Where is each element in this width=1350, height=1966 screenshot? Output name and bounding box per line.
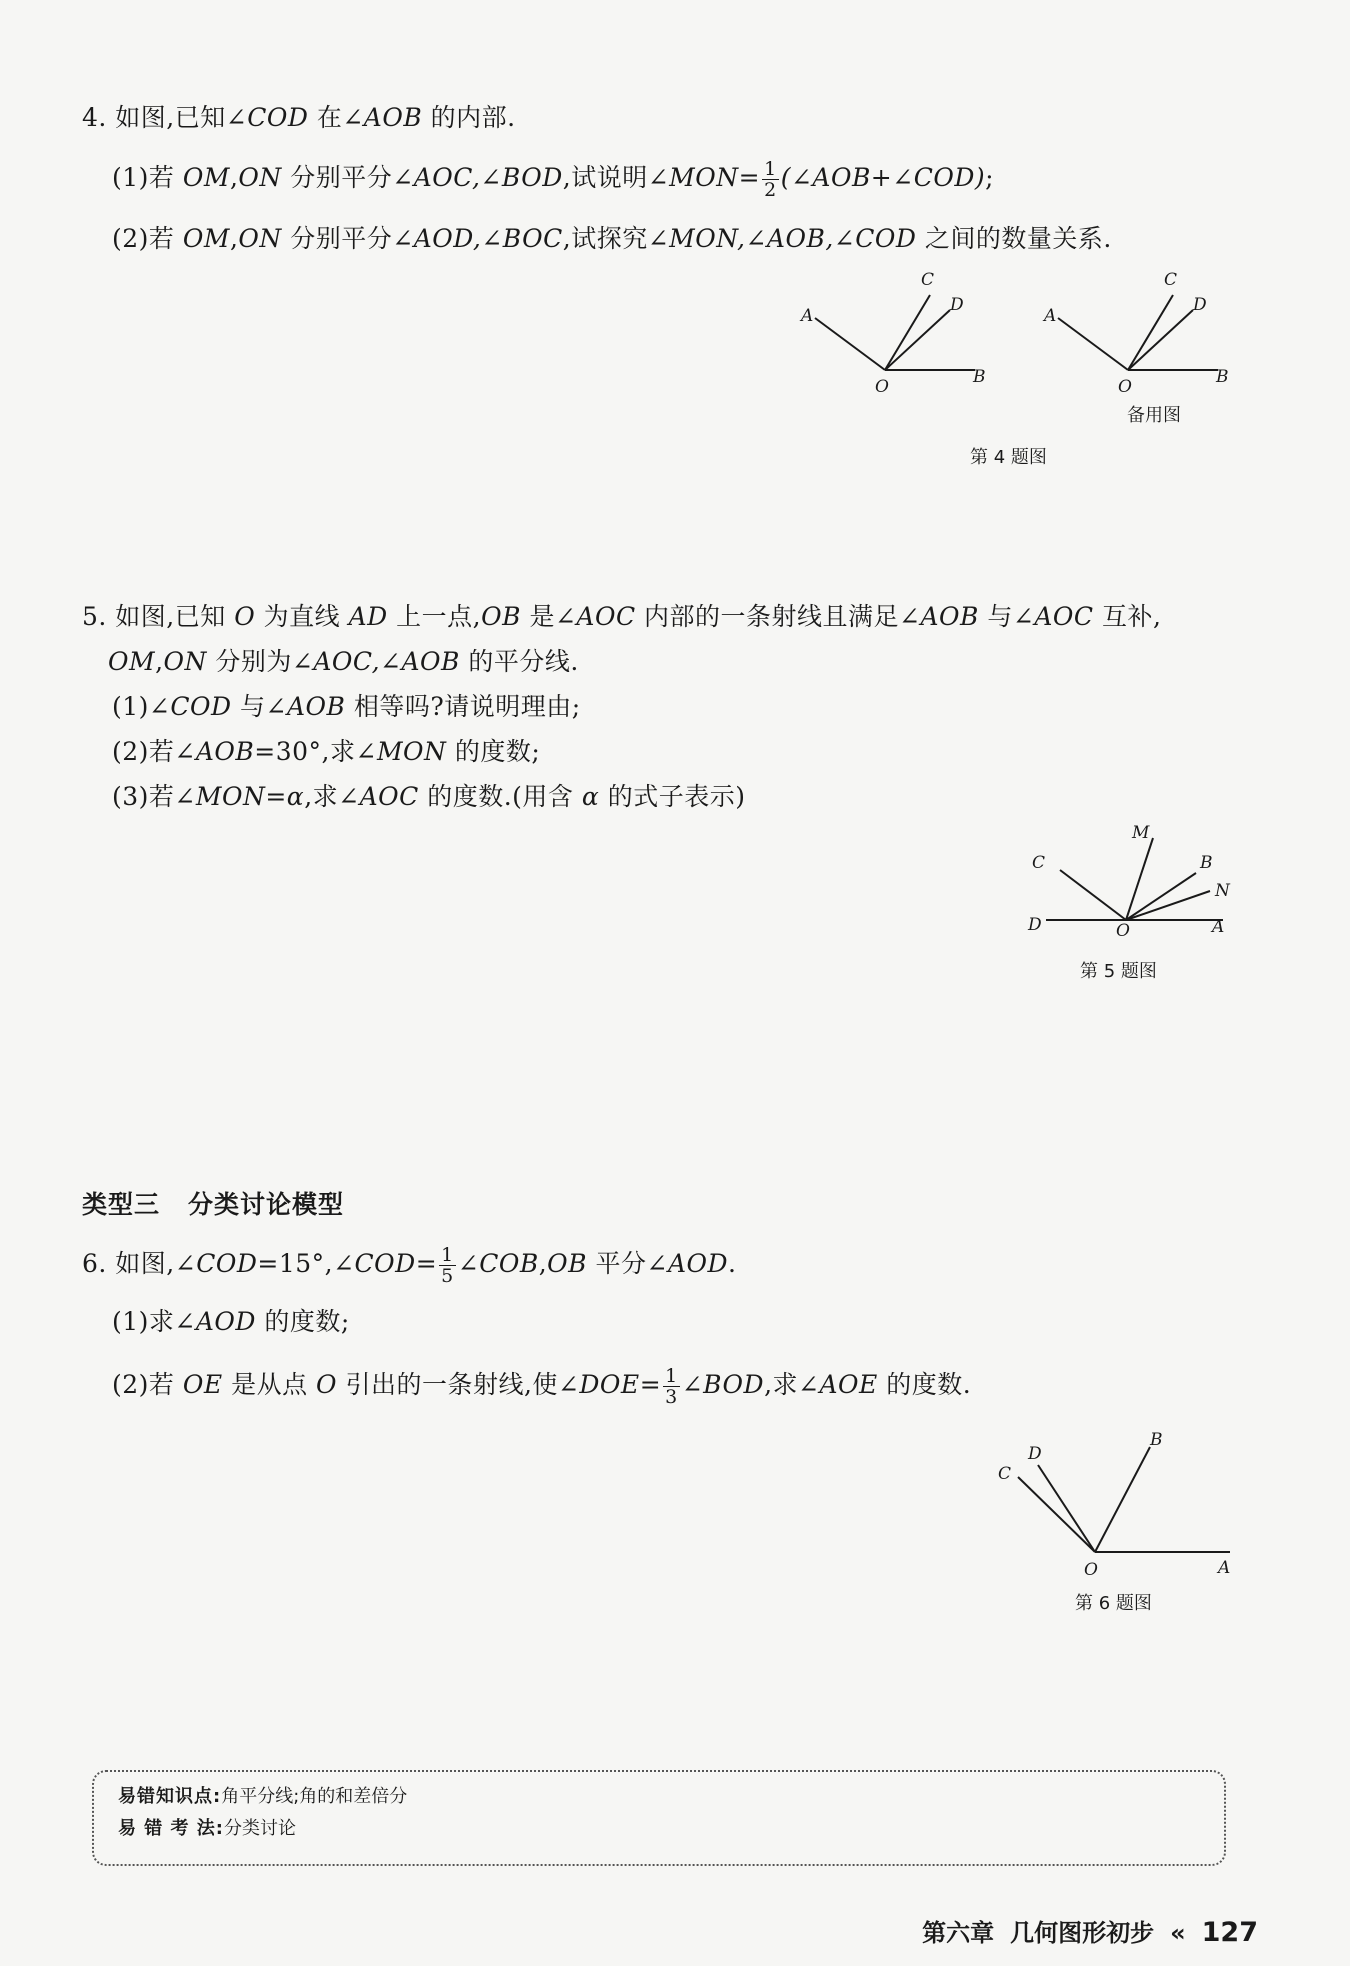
q5-om: OM — [108, 647, 156, 676]
q6-stem-text: . — [728, 1249, 737, 1278]
q5-stem-text: 与 — [978, 602, 1013, 631]
label-a: A — [1044, 306, 1057, 326]
q6-equals: = — [415, 1249, 438, 1278]
q6-stem-text: 6. 如图, — [82, 1249, 175, 1278]
q4-p2-on: ON — [238, 224, 282, 253]
label-d: D — [1028, 1444, 1042, 1464]
fraction-denominator: 3 — [665, 1386, 678, 1408]
q6-p2-angle-doe: ∠DOE — [557, 1370, 640, 1399]
note-tm-value: 分类讨论 — [224, 1818, 296, 1839]
q6-p1-text: (1)求 — [112, 1307, 175, 1336]
ray-od — [1128, 310, 1193, 370]
q4-spare-label: 备用图 — [1127, 405, 1181, 426]
q4-p1-text: 分别平分 — [281, 163, 393, 192]
label-b: B — [1216, 367, 1229, 387]
q5-p3-text: (3)若 — [112, 782, 175, 811]
q5-figure — [1018, 818, 1238, 943]
footer-chapter: 第六章 — [922, 1919, 995, 1947]
q4-p2-om: OM — [182, 224, 230, 253]
q5-point-o: O — [234, 602, 256, 631]
q5-stem-text: 的平分线. — [459, 647, 579, 676]
q4-stem-text: 的内部. — [422, 103, 516, 132]
ray-ob — [1095, 1447, 1150, 1552]
q4-figure-svg — [795, 265, 995, 400]
q5-stem-text: 上一点, — [387, 602, 482, 631]
q6-caption: 第 6 题图 — [1075, 1593, 1152, 1614]
section-label: 类型三 — [82, 1190, 161, 1219]
q4-p2-text: (2)若 — [112, 224, 183, 253]
q4-p2-text: ,试探究 — [562, 224, 648, 253]
q5-part2 — [112, 735, 540, 769]
q5-p1-text: 相等吗?请说明理由; — [345, 692, 581, 721]
q4-stem-text: 在 — [308, 103, 343, 132]
q6-p2-text: 引出的一条射线,使 — [337, 1370, 558, 1399]
q4-p2-angles-list: ∠MON,∠AOB,∠COD — [647, 224, 917, 253]
label-o: O — [875, 377, 889, 397]
q5-stem-text: 是 — [521, 602, 555, 631]
q5-stem-text: , — [155, 647, 164, 676]
q5-p1-text: 与 — [231, 692, 266, 721]
q5-part3 — [112, 780, 745, 814]
label-d: D — [1193, 295, 1207, 315]
q5-stem-text: 内部的一条射线且满足 — [635, 602, 900, 631]
q6-p2-text: (2)若 — [112, 1370, 183, 1399]
q4-spare-figure-svg — [1038, 265, 1238, 400]
label-a: A — [801, 306, 814, 326]
ray-oa — [1058, 318, 1128, 370]
q5-p2-text: =30°,求 — [254, 737, 356, 766]
q4-p1-text: , — [229, 163, 239, 192]
q5-p1-text: (1) — [112, 692, 149, 721]
q5-p3-text: 的式子表示) — [599, 782, 746, 811]
q5-stem — [82, 600, 1161, 634]
q5-figure-svg — [1018, 818, 1238, 943]
ray-ob — [1126, 873, 1196, 920]
q6-p2-ray-oe: OE — [182, 1370, 223, 1399]
q5-p3-angle-mon: ∠MON — [174, 782, 266, 811]
label-a: A — [1218, 1558, 1231, 1578]
label-o: O — [1118, 377, 1132, 397]
note-test-method — [118, 1814, 296, 1840]
q5-p1-angle-cod: ∠COD — [148, 692, 232, 721]
label-o: O — [1084, 1560, 1098, 1580]
footer-double-chevron-icon: « — [1170, 1919, 1186, 1947]
q6-stem-text: 平分 — [587, 1249, 647, 1278]
label-n: N — [1215, 881, 1230, 901]
ray-od — [885, 310, 950, 370]
q5-angles: ∠AOC,∠AOB — [291, 647, 460, 676]
q6-part1 — [112, 1305, 350, 1339]
ray-od — [1038, 1465, 1095, 1552]
q6-p1-text: 的度数; — [255, 1307, 350, 1336]
q6-p2-text: ,求 — [764, 1370, 799, 1399]
q5-on: ON — [163, 647, 207, 676]
ray-oa — [815, 318, 885, 370]
q4-caption: 第 4 题图 — [970, 447, 1047, 468]
q4-p2-text: , — [229, 224, 239, 253]
q4-p1-sum: (∠AOB+∠COD) — [780, 163, 986, 192]
fraction-numerator: 1 — [665, 1365, 678, 1387]
footer-chapter-title: 几何图形初步 — [1010, 1919, 1155, 1947]
q5-part1 — [112, 690, 581, 724]
q5-p2-angle-mon: ∠MON — [355, 737, 447, 766]
q5-p3-text: ,求 — [304, 782, 339, 811]
q4-p1-on: ON — [238, 163, 282, 192]
note-kp-value: 角平分线;角的和差倍分 — [221, 1786, 408, 1807]
q6-angle-cod: ∠COD — [174, 1249, 258, 1278]
q5-stem-text: 为直线 — [255, 602, 349, 631]
q6-p2-angle-aoe: ∠AOE — [798, 1370, 878, 1399]
q4-p2-text: 之间的数量关系. — [916, 224, 1112, 253]
q6-stem-fraction — [439, 1245, 456, 1286]
q5-p3-alpha: α — [581, 782, 600, 811]
q4-p1-text: (1)若 — [112, 163, 183, 192]
q6-part2 — [112, 1366, 971, 1407]
q5-p3-angle-aoc: ∠AOC — [338, 782, 419, 811]
q4-p2-text: 分别平分 — [281, 224, 393, 253]
q6-stem — [82, 1245, 737, 1286]
q5-p2-angle-aob: ∠AOB — [174, 737, 255, 766]
label-d: D — [1028, 915, 1042, 935]
ray-oc — [1128, 295, 1173, 370]
q5-p2-text: 的度数; — [446, 737, 541, 766]
q6-p2-text: 是从点 — [222, 1370, 317, 1399]
q4-part2 — [112, 222, 1112, 256]
fraction-numerator: 1 — [441, 1244, 454, 1266]
q4-p1-fraction — [762, 159, 779, 200]
q4-p1-angle-mon: ∠MON — [647, 163, 739, 192]
q4-stem-text: 4. 如图,已知 — [82, 103, 226, 132]
label-a: A — [1212, 917, 1225, 937]
q5-stem-text: 5. 如图,已知 — [82, 602, 235, 631]
label-b: B — [1150, 1430, 1163, 1450]
q6-p1-angle-aod: ∠AOD — [174, 1307, 256, 1336]
label-c: C — [998, 1464, 1012, 1484]
q6-stem-text: =15°, — [257, 1249, 334, 1278]
ray-om — [1126, 838, 1153, 920]
q4-figure — [795, 265, 995, 400]
fraction-denominator: 5 — [441, 1265, 454, 1287]
q5-ray-ob: OB — [481, 602, 521, 631]
q5-caption: 第 5 题图 — [1080, 961, 1157, 982]
fraction-numerator: 1 — [764, 158, 777, 180]
q5-angle-aob: ∠AOB — [899, 602, 979, 631]
q5-stem-text: 互补, — [1093, 602, 1162, 631]
q5-p3-text: = — [265, 782, 287, 811]
note-kp-label: 易错知识点: — [118, 1786, 222, 1807]
section-title: 分类讨论模型 — [188, 1190, 345, 1219]
ray-oc — [1018, 1477, 1095, 1552]
fraction-denominator: 2 — [764, 179, 777, 201]
q4-p1-text: ,试说明 — [562, 163, 648, 192]
q6-figure-svg — [990, 1425, 1240, 1580]
q5-p2-text: (2)若 — [112, 737, 175, 766]
q4-angle-cod: ∠COD — [225, 103, 309, 132]
q4-part1 — [112, 159, 994, 200]
q4-p1-text: ; — [985, 163, 995, 192]
q5-p3-alpha: α — [286, 782, 305, 811]
q4-spare-figure — [1038, 265, 1238, 400]
q5-line-ad: AD — [348, 602, 388, 631]
label-c: C — [921, 270, 935, 290]
footer-page-number: 127 — [1201, 1917, 1258, 1948]
q6-ray-ob: OB — [547, 1249, 588, 1278]
q4-p1-equals: = — [738, 163, 761, 192]
label-b: B — [1200, 853, 1213, 873]
q6-angle-cod: ∠COD — [333, 1249, 416, 1278]
ray-oc — [885, 295, 930, 370]
q6-p2-equals: = — [639, 1370, 662, 1399]
q4-p2-angles: ∠AOD,∠BOC — [392, 224, 563, 253]
q6-stem-text: , — [538, 1249, 548, 1278]
q5-stem-text: 分别为 — [206, 647, 292, 676]
q6-angle-cob: ∠COB — [457, 1249, 539, 1278]
q4-stem — [82, 101, 516, 135]
q4-p1-om: OM — [182, 163, 230, 192]
ray-oc — [1060, 870, 1126, 920]
q6-p2-text: 的度数. — [877, 1370, 972, 1399]
label-c: C — [1032, 853, 1046, 873]
label-b: B — [973, 367, 986, 387]
q5-angle-aoc: ∠AOC — [554, 602, 636, 631]
q5-p1-angle-aob: ∠AOB — [265, 692, 346, 721]
q6-figure — [990, 1425, 1240, 1580]
section-heading — [82, 1185, 344, 1221]
note-tm-label: 易 错 考 法: — [118, 1818, 224, 1839]
q5-p3-text: 的度数.(用含 — [418, 782, 582, 811]
page-footer — [922, 1913, 1258, 1948]
ray-on — [1126, 891, 1210, 920]
label-o: O — [1116, 921, 1130, 941]
label-m: M — [1132, 823, 1150, 843]
q6-p2-fraction — [663, 1366, 680, 1407]
q5-stem-line2 — [108, 645, 579, 679]
q4-p1-angles: ∠AOC,∠BOD — [392, 163, 563, 192]
label-d: D — [950, 295, 964, 315]
label-c: C — [1164, 270, 1178, 290]
q6-p2-point-o: O — [316, 1370, 338, 1399]
q5-angle-aoc: ∠AOC — [1012, 602, 1094, 631]
q6-angle-aod: ∠AOD — [646, 1249, 729, 1278]
note-knowledge-point — [118, 1782, 407, 1808]
q4-angle-aob: ∠AOB — [342, 103, 423, 132]
q6-p2-angle-bod: ∠BOD — [681, 1370, 765, 1399]
